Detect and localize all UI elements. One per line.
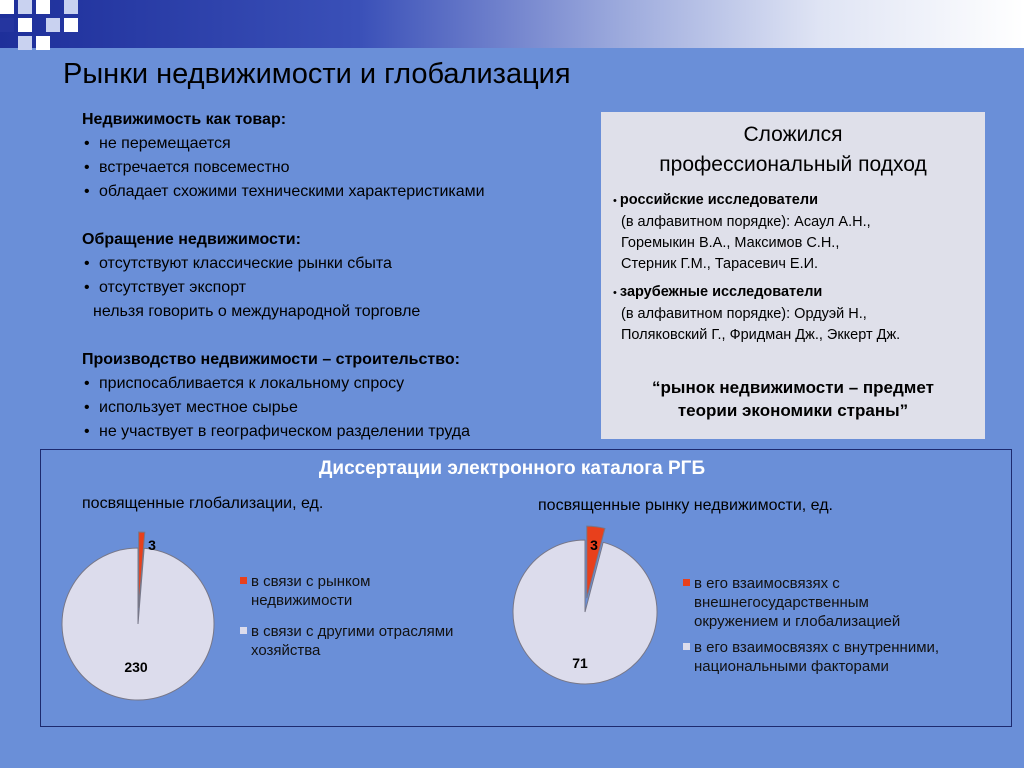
decor-square xyxy=(36,0,50,14)
decor-square xyxy=(18,18,32,32)
decor-square xyxy=(64,0,78,14)
chart-title-1: посвященные глобализации, ед. xyxy=(82,495,324,512)
decor-square xyxy=(0,18,14,32)
pie-slice xyxy=(62,548,214,700)
legend-label: в его взаимосвязях с xyxy=(694,575,840,592)
legend-1 xyxy=(240,572,453,660)
legend-label: национальными факторами xyxy=(694,658,889,675)
legend-item xyxy=(240,572,453,610)
chart-panel-title: Диссертации электронного каталога РГБ xyxy=(318,458,706,479)
info-title xyxy=(601,120,985,180)
decor-square xyxy=(64,18,78,32)
decor-square xyxy=(46,18,60,32)
legend-label: в его взаимосвязях с внутренними, xyxy=(694,639,940,656)
section-header: Производство недвижимости – строительство: xyxy=(82,351,460,368)
legend-swatch xyxy=(683,579,690,586)
quote-line: теории экономики страны” xyxy=(677,401,909,420)
decor-square xyxy=(0,0,14,14)
group-line: Поляковский Г., Фридман Дж., Эккерт Дж. xyxy=(621,327,901,343)
list-item: • приспосабливается к локальному спросу xyxy=(82,372,592,396)
legend-item xyxy=(683,574,939,631)
pie-chart-real-estate xyxy=(500,515,680,705)
list-item: • не участвует в географическом разделении труда xyxy=(82,420,592,444)
list-item: • встречается повсеместно xyxy=(82,156,592,180)
list-item: • отсутствует экспорт xyxy=(82,276,592,300)
page-title: Рынки недвижимости и глобализация xyxy=(63,58,571,90)
legend-swatch xyxy=(683,643,690,650)
header-band xyxy=(0,0,1024,48)
legend-swatch xyxy=(240,577,247,584)
researchers-foreign: • зарубежные исследователи (в алфавитном порядке): Ордуэй Н., Поляковский Г., Фридман Дж., Эккерт Дж. xyxy=(613,282,900,346)
pie-data-label: 3 xyxy=(590,537,598,553)
legend-swatch xyxy=(240,627,247,634)
group-line: (в алфавитном порядке): Асаул А.Н., xyxy=(621,214,871,230)
pie-chart-globalization xyxy=(50,500,230,720)
legend-label: хозяйства xyxy=(251,642,321,659)
researchers-russian: • российские исследователи (в алфавитном порядке): Асаул А.Н., Горемыкин В.А., Максимов С.Н., Стерник Г.М., Тарасевич Е.И. xyxy=(613,190,871,275)
left-column xyxy=(82,108,592,444)
list-note: нельзя говорить о международной торговле xyxy=(93,303,421,320)
legend-item xyxy=(240,622,453,660)
legend-2 xyxy=(683,574,939,676)
group-line: (в алфавитном порядке): Ордуэй Н., xyxy=(621,306,867,322)
group-line: Горемыкин В.А., Максимов С.Н., xyxy=(621,235,840,251)
group-label: российские исследователи xyxy=(619,192,818,208)
list-item: • не перемещается xyxy=(82,132,592,156)
info-box xyxy=(601,112,985,439)
legend-label: недвижимости xyxy=(251,592,353,609)
section-header: Обращение недвижимости: xyxy=(82,231,301,248)
info-title-line: Сложился xyxy=(743,123,843,146)
decor-square xyxy=(18,0,32,14)
pie-data-label: 71 xyxy=(572,655,588,671)
legend-label: в связи с рынком xyxy=(251,573,371,590)
section-header: Недвижимость как товар: xyxy=(82,111,287,128)
quote xyxy=(601,376,985,422)
pie-data-label: 3 xyxy=(148,537,156,553)
decor-square xyxy=(18,36,32,50)
decor-square xyxy=(36,36,50,50)
group-label: зарубежные исследователи xyxy=(619,284,823,300)
list-item: • использует местное сырье xyxy=(82,396,592,420)
info-title-line: профессиональный подход xyxy=(659,153,927,176)
group-line: Стерник Г.М., Тарасевич Е.И. xyxy=(621,256,819,272)
pie-data-label: 230 xyxy=(124,659,148,675)
list-item: • отсутствуют классические рынки сбыта xyxy=(82,252,592,276)
list-item: • обладает схожими техническими характеристиками xyxy=(82,180,592,204)
chart-title-2: посвященные рынку недвижимости, ед. xyxy=(538,497,833,514)
quote-line: “рынок недвижимости – предмет xyxy=(652,378,934,397)
legend-label: внешнегосударственным xyxy=(694,594,869,611)
legend-label: окружением и глобализацией xyxy=(694,613,901,630)
legend-item xyxy=(683,638,939,676)
legend-label: в связи с другими отраслями xyxy=(251,623,454,640)
